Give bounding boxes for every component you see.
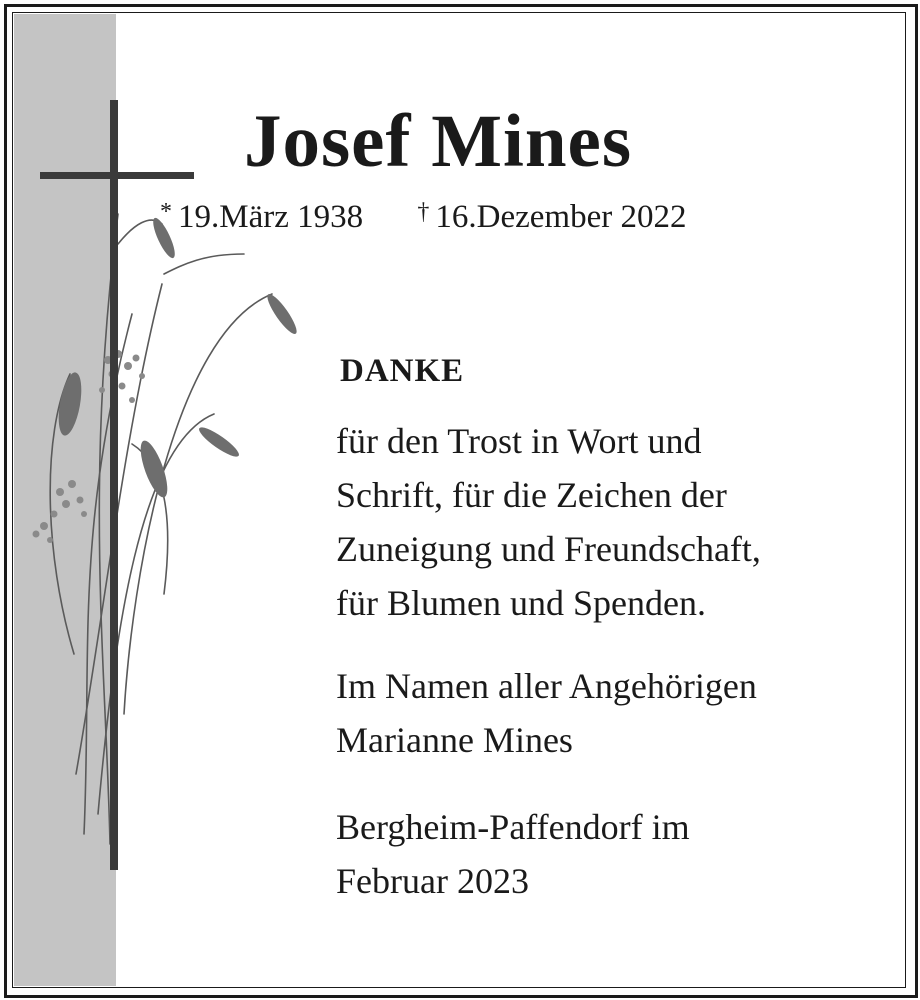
date-line: Februar 2023 bbox=[336, 861, 529, 901]
text-line: für den Trost in Wort und bbox=[336, 421, 702, 461]
death-date-group bbox=[417, 200, 686, 234]
place-line: Bergheim-Paffendorf im bbox=[336, 807, 690, 847]
birth-date-group bbox=[160, 200, 363, 234]
birth-date: 19.März 1938 bbox=[178, 199, 364, 235]
text-line: Schrift, für die Zeichen der bbox=[336, 475, 727, 515]
family-signoff bbox=[336, 659, 757, 767]
text-line: Zuneigung und Freundschaft, bbox=[336, 529, 761, 569]
deceased-name: Josef Mines bbox=[244, 100, 633, 183]
thanks-heading: DANKE bbox=[340, 353, 465, 389]
thanks-text bbox=[336, 414, 761, 630]
text-line: Im Namen aller Angehörigen bbox=[336, 666, 757, 706]
life-dates bbox=[160, 200, 686, 234]
place-and-date bbox=[336, 800, 690, 908]
death-date: 16.Dezember 2022 bbox=[435, 199, 687, 235]
dagger-icon: † bbox=[417, 199, 430, 225]
text-line: für Blumen und Spenden. bbox=[336, 583, 706, 623]
birth-star-icon: * bbox=[160, 199, 172, 225]
signatory-name: Marianne Mines bbox=[336, 720, 573, 760]
